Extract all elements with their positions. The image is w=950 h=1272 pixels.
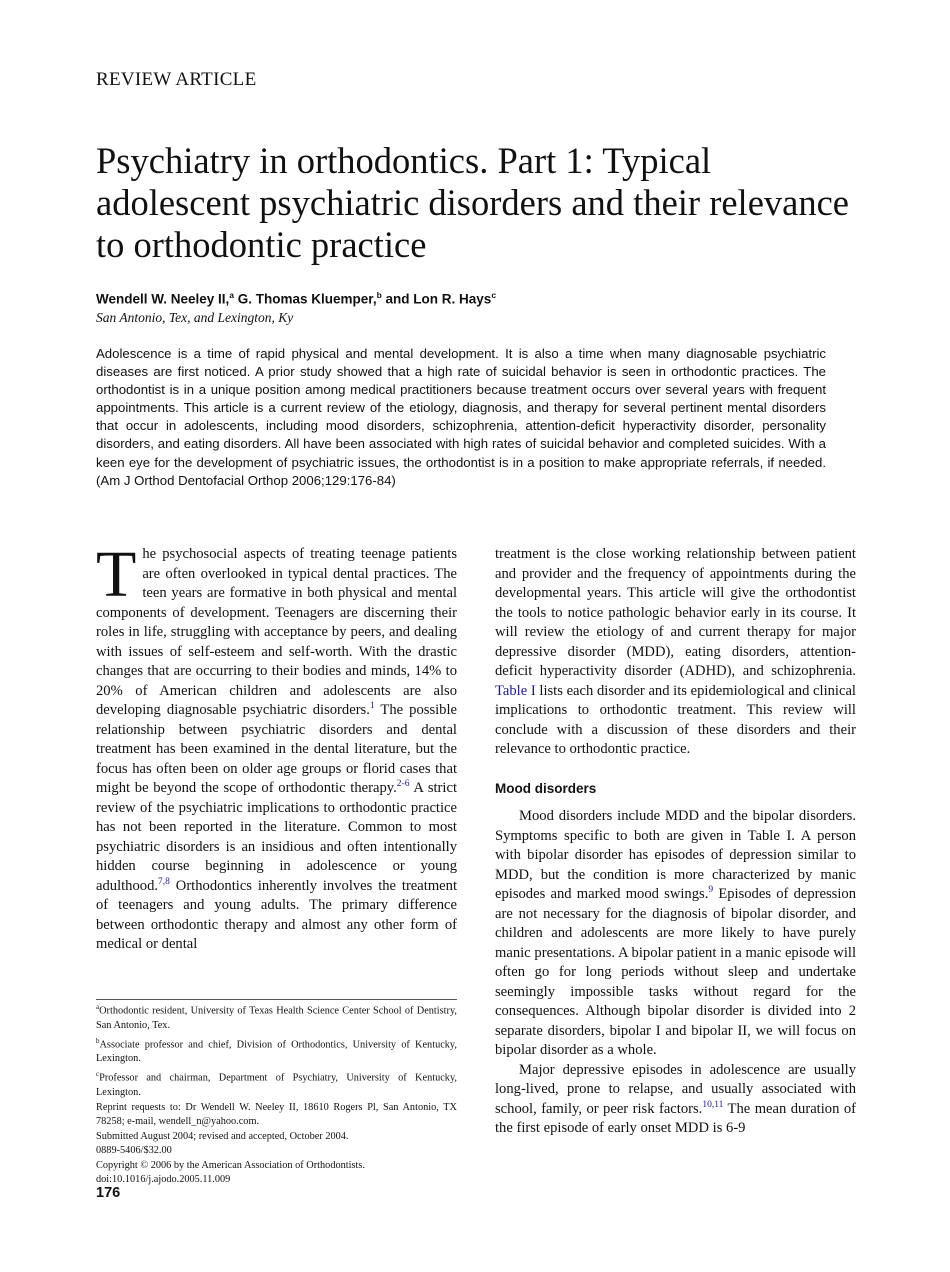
body-text: Episodes of depression are not necessary for the diagnosis of bipolar disorder, and children and adolescents are more likely to have purely manic presentations. A bipolar patient in a manic episode will often go for long periods without sleep and undertake seemingly impossible tasks without regard for the consequences. Although bipolar disorder is divided into 2 separate disorders, bipolar I and bipolar II, we will focus on bipolar disorder as a whole. bbox=[495, 886, 856, 1058]
author-list bbox=[96, 290, 496, 307]
body-paragraph bbox=[96, 538, 458, 955]
footnote-affiliation bbox=[96, 1000, 457, 1034]
author-affiliation-mark: c bbox=[491, 290, 497, 300]
author-affiliation-mark: b bbox=[376, 290, 382, 300]
body-column-left bbox=[96, 538, 458, 955]
reference-link[interactable]: 2-6 bbox=[396, 779, 410, 790]
footnote-text: Professor and chairman, Department of Psychiatry, University of Kentucky, Lexington. bbox=[96, 1072, 457, 1098]
footnote-text: Orthodontic resident, University of Texas Health Science Center School of Dentistry, San Antonio, Tex. bbox=[96, 1005, 457, 1031]
author-location: San Antonio, Tex, and Lexington, Ky bbox=[96, 310, 294, 325]
body-text: Orthodontics inherently involves the treatment of teenagers and young adults. The primary difference between orthodontic therapy and almost any other form of medical or dental bbox=[96, 877, 457, 952]
footnote-affiliation bbox=[96, 1067, 457, 1101]
reference-link[interactable]: 7,8 bbox=[158, 876, 170, 887]
section-label: REVIEW ARTICLE bbox=[96, 69, 257, 90]
body-text: Major depressive episodes in adolescence are usually long-lived, prone to relapse, and usually associated with school, family, or peer risk factors. bbox=[495, 1061, 856, 1117]
body-text: Mood disorders include MDD and the bipolar disorders. Symptoms specific to both are given in Table I. A person with bipolar disorder has episodes of depression similar to MDD, but the condition is more characterized by manic episodes and marked mood swings. bbox=[495, 808, 856, 902]
submission-dates: Submitted August 2004; revised and accepted, October 2004. bbox=[96, 1130, 349, 1142]
author-affiliation-mark: a bbox=[229, 290, 235, 300]
body-text: treatment is the close working relationship between patient and provider and the frequency of appointments during the developmental years. This article will give the orthodontist the tools to notice pathologic behavior early in its course. It will review the etiology of and current therapy for major depressive disorder (MDD), eating disorders, attention-deficit hyperactivity disorder (ADHD), and schizophrenia. bbox=[495, 546, 856, 679]
body-text: lists each disorder and its epidemiological and clinical implications to orthodontic treatment. This review will conclude with a discussion of these disorders and their relevance to orthodontic practice. bbox=[495, 682, 856, 757]
footnote-mark: a bbox=[96, 1003, 100, 1011]
author-name: G. Thomas Kluemper, bbox=[234, 291, 377, 307]
reprint-request: Reprint requests to: Dr Wendell W. Neeley II, 18610 Rogers Pl, San Antonio, TX 78258; e-mail, wendell_n@yahoo.com. bbox=[96, 1101, 457, 1128]
article-title: Psychiatry in orthodontics. Part 1: Typical adolescent psychiatric disorders and their relevance to orthodontic practice bbox=[96, 140, 849, 265]
body-column-right bbox=[495, 545, 856, 1139]
author-name: Wendell W. Neeley II, bbox=[96, 291, 230, 307]
author-name: and Lon R. Hays bbox=[381, 291, 492, 307]
body-paragraph bbox=[495, 1061, 856, 1139]
reference-link[interactable]: 9 bbox=[708, 885, 714, 896]
body-paragraph bbox=[495, 807, 856, 1061]
body-text: A strict review of the psychiatric implications to orthodontic practice has not been reported in the literature. Common to most psychiatric disorders is an insidious and often intentionally hidden course beginning in adolescence or young adulthood. bbox=[96, 780, 457, 894]
footnote-mark: b bbox=[96, 1036, 100, 1045]
drop-cap: T bbox=[96, 538, 137, 611]
table-link[interactable]: Table I bbox=[495, 682, 536, 699]
section-heading: Mood disorders bbox=[495, 780, 597, 796]
copyright-notice: Copyright © 2006 by the American Association of Orthodontists. bbox=[96, 1159, 365, 1171]
body-text: he psychosocial aspects of treating teenage patients are often overlooked in typical dental practices. The teen years are formative in both physical and mental components of development. Teenagers are discerning their roles in life, struggling with acceptance by peers, and dealing with issues of self-esteem and self-worth. With the drastic changes that are occurring to their bodies and minds, 14% to 20% of American children and adolescents are also developing diagnosable psychiatric disorders. bbox=[96, 546, 457, 718]
reference-link[interactable]: 10,11 bbox=[702, 1099, 724, 1110]
abstract: Adolescence is a time of rapid physical and mental development. It is also a time when many diagnosable psychiatric diseases are first noticed. A prior study showed that a high rate of suicidal behavior is seen in orthodontic practices. The orthodontist is in a unique position among medical practitioners because treatment occurs over several years with frequent appointments. This article is a current review of the etiology, diagnosis, and therapy for several pertinent mental disorders that occur in adolescents, including mood disorders, schizophrenia, attention-deficit hyperactivity disorder, personality disorders, and eating disorders. All have been associated with high rates of suicidal behavior and completed suicides. With a keen eye for the development of psychiatric issues, the orthodontist is in a position to make appropriate referrals, if needed. (Am J Orthod Dentofacial Orthop 2006;129:176-84) bbox=[96, 346, 826, 488]
body-paragraph bbox=[495, 545, 856, 760]
footnote-text: Associate professor and chief, Division of Orthodontics, University of Kentucky, Lexington. bbox=[96, 1038, 457, 1065]
footnote-mark: c bbox=[96, 1070, 100, 1079]
footnotes bbox=[96, 999, 457, 1188]
issn-price: 0889-5406/$32.00 bbox=[96, 1145, 172, 1157]
footnote-affiliation bbox=[96, 1034, 457, 1068]
reference-link[interactable]: 1 bbox=[369, 701, 375, 712]
body-text: The mean duration of the first episode of early onset MDD is 6-9 bbox=[495, 1100, 856, 1136]
page-number: 176 bbox=[96, 1185, 121, 1201]
body-text: The possible relationship between psychiatric disorders and dental treatment has been examined in the dental literature, but the focus has often been on older age groups or florid cases that might be beyond the scope of orthodontic therapy. bbox=[96, 702, 458, 796]
doi[interactable]: doi:10.1016/j.ajodo.2005.11.009 bbox=[96, 1174, 231, 1186]
